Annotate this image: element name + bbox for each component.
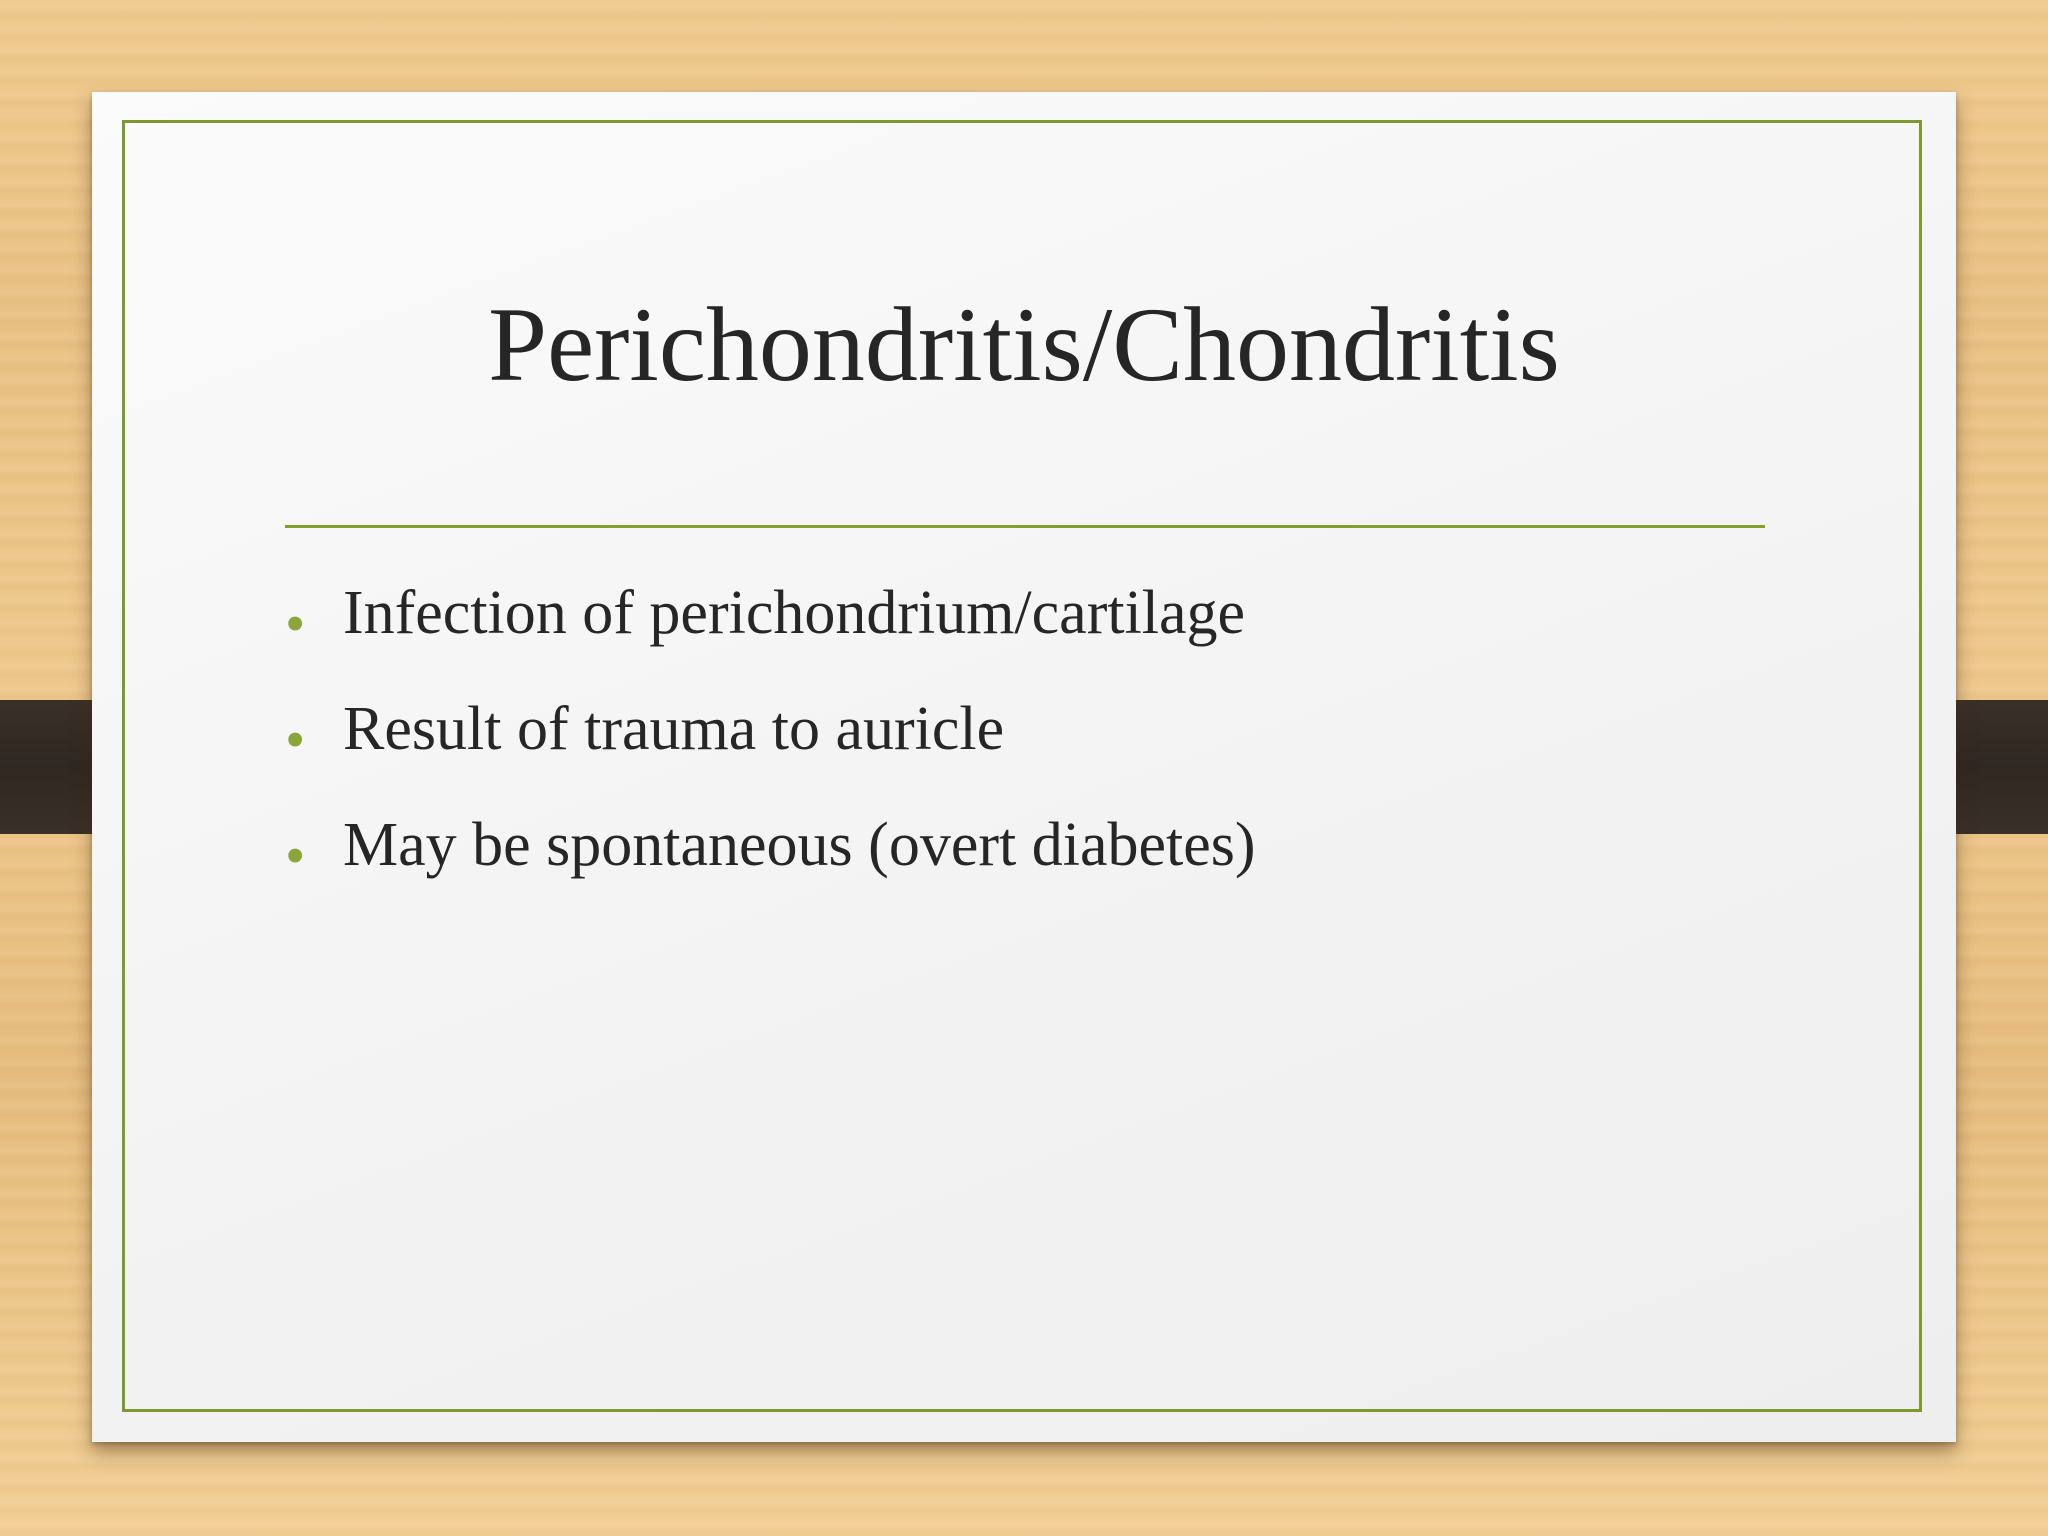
bullet-item [285,802,1256,918]
title-divider [285,525,1765,528]
bullet-text: Result of trauma to auricle [343,695,1005,763]
bullet-text: May be spontaneous (overt diabetes) [343,811,1256,879]
bullet-dot-icon: • [285,707,306,772]
slide-title: Perichondritis/Chondritis [488,286,1560,403]
bullet-list [285,570,1256,918]
bullet-item [285,686,1256,802]
slide-card [92,92,1956,1442]
bullet-dot-icon: • [285,823,306,888]
bullet-text: Infection of perichondrium/cartilage [343,579,1246,647]
bullet-item [285,570,1256,686]
bullet-dot-icon: • [285,591,306,656]
